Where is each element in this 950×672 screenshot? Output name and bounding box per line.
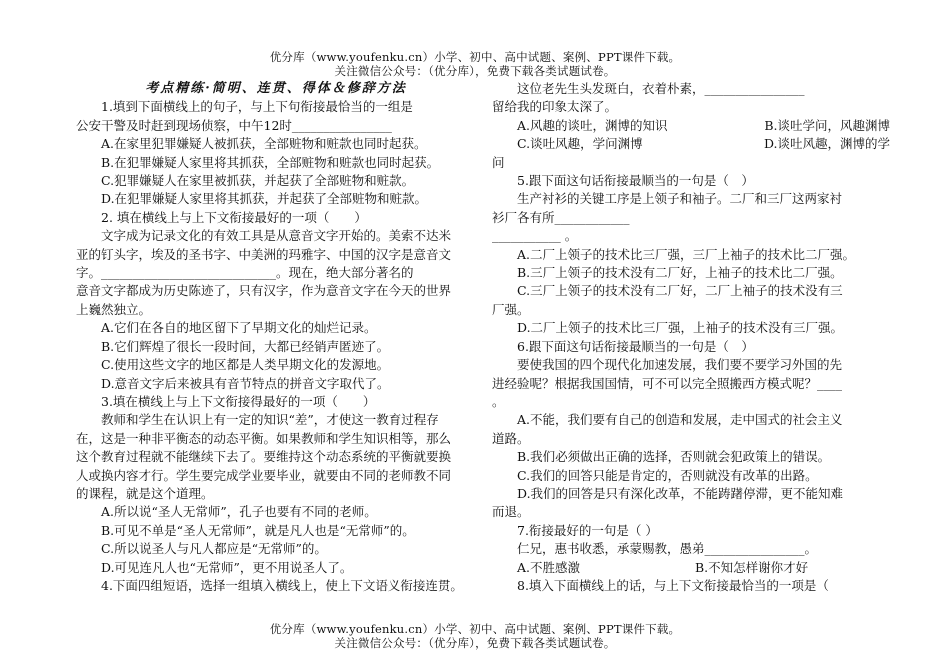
page-footer: [0, 622, 950, 650]
q6-passage-3: 。: [492, 393, 505, 409]
q4-option-d-tail: 问: [492, 154, 505, 170]
q2-passage-3: 字。____________________________。现在，绝大部分著名的: [76, 265, 414, 281]
q2-passage-1: 文字成为记录文化的有效工具是从意音文字开始的。美索不达米: [101, 228, 452, 244]
q5-passage-3: ___________ 。: [492, 228, 578, 244]
q4-passage-1: 这位老先生头发斑白，衣着朴素，________________: [517, 81, 805, 96]
q7-passage: 仁兄，惠书收悉，承蒙赐教，愚弟________________。: [517, 541, 818, 557]
q2-option-b: B.它们辉煌了很长一段时间，大都已经销声匿迹了。: [101, 338, 390, 354]
right-column: [492, 80, 890, 595]
q6-passage-2: 进经验呢？根据我国国情，可不可以完全照搬西方模式呢？____: [492, 375, 843, 391]
q3-passage-5: 的课程，就是这个道理。: [76, 485, 214, 501]
q6-option-d: D.我们的回答是只有深化改革，不能踌躇停滞，更不能知难: [517, 485, 844, 501]
q1-option-d: D.在犯罪嫌疑人家里将其抓获，并起获了全部赃物和赃款。: [101, 191, 428, 207]
q7-stem: 7.衔接最好的一句是（ ）: [517, 522, 658, 538]
q6-option-d-tail: 而退。: [492, 504, 530, 520]
q2-passage-2: 亚的钉头字，埃及的圣书字、中美洲的玛雅字、中国的汉字是意音文: [76, 246, 452, 262]
header-line-2: 关注微信公众号：（优分库），免费下载各类试题试卷。: [334, 64, 616, 78]
q2-passage-4: 意音文字都成为历史陈迹了，只有汉字，作为意音文字在今天的世界: [76, 283, 452, 299]
footer-line-1: 优分库（www.youfenku.cn）小学、初中、高中试题、案例、PPT课件下载。: [269, 622, 681, 636]
q4-option-a: A.风趣的谈吐，渊博的知识: [517, 117, 668, 133]
q3-passage-2: 在，这是一种非平衡态的动态平衡。如果教师和学生知识相等，那么: [76, 430, 452, 446]
q7-option-a: A.不胜感激: [517, 559, 581, 575]
q2-option-a: A.它们在各自的地区留下了早期文化的灿烂记录。: [101, 320, 377, 336]
q1-option-b: B.在犯罪嫌疑人家里将其抓获，全部赃物和赃款也同时起获。: [101, 154, 440, 170]
footer-line-2: 关注微信公众号：（优分库），免费下载各类试题试卷。: [334, 636, 616, 650]
q6-option-b: B.我们必须做出正确的选择，否则就会犯政策上的错误。: [517, 449, 831, 465]
q5-stem: 5.跟下面这句话衔接最顺当的一句是（ ）: [517, 173, 754, 189]
q3-option-a: A.所以说“圣人无常师”，孔子也要有不同的老师。: [101, 504, 377, 520]
q4-passage-2: 留给我的印象太深了。: [492, 99, 618, 115]
q1-option-c: C.犯罪嫌疑人在家里被抓获，并起获了全部赃物和赃款。: [101, 173, 415, 189]
q2-passage-5: 上巍然独立。: [76, 301, 152, 317]
q1-option-a: A.在家里犯罪嫌疑人被抓获，全部赃物和赃款也同时起获。: [101, 136, 427, 152]
q7-option-b: B.不知怎样谢你才好: [695, 559, 809, 575]
q5-passage-2: 衫厂各有所____________: [492, 209, 630, 225]
page-header: [0, 50, 950, 78]
q2-option-c: C.使用这些文字的地区都是人类早期文化的发源地。: [101, 357, 390, 373]
q3-passage-4: 人或换内容才行。学生要完成学业要毕业，就要由不同的老师教不同: [76, 467, 452, 483]
q6-option-a-tail: 道路。: [492, 430, 530, 446]
q5-option-a: A.二厂上领子的技术比三厂强，三厂上袖子的技术比二厂强。: [517, 246, 856, 262]
left-column: [76, 80, 476, 595]
q6-stem: 6.跟下面这句话衔接最顺当的一句是（ ）: [517, 338, 754, 354]
q2-stem: 2. 填在横线上与上下文衔接最好的一项（ ）: [101, 209, 367, 225]
q3-option-b: B.可见不单是“圣人无常师”，就是凡人也是“无常师”的。: [101, 522, 415, 538]
q3-stem: 3.填在横线上与上下文衔接得最好的一项（ ）: [101, 393, 376, 409]
q2-option-d: D.意音文字后来被具有音节特点的拼音文字取代了。: [101, 375, 390, 391]
q4-option-b: B.谈吐学问，风趣渊博: [764, 117, 890, 133]
q8-stem: 8.填入下面横线上的话，与上下文衔接最恰当的一项是（: [517, 577, 829, 593]
q6-option-c: C.我们的回答只能是肯定的，否则就没有改革的出路。: [517, 467, 818, 483]
q3-option-d: D.可见连凡人也“无常师”，更不用说圣人了。: [101, 559, 353, 575]
q3-passage-3: 这个教育过程就不能继续下去了。要维持这个动态系统的平衡就要换: [76, 449, 452, 465]
q4-options-row-2: [492, 135, 890, 153]
q6-passage-1: 要使我国的四个现代化加速发展，我们要不要学习外国的先: [517, 357, 843, 373]
q5-option-c-tail: 厂强。: [492, 301, 530, 317]
q4-option-c: C.谈吐风趣，学问渊博: [517, 136, 643, 152]
q3-passage-1: 教师和学生在认识上有一定的知识“差”，才使这一教育过程存: [101, 412, 439, 428]
q6-option-a: A.不能，我们要有自己的创造和发展，走中国式的社会主义: [517, 412, 843, 428]
q4-options-row-1: [492, 117, 890, 135]
q1-stem: 1.填到下面横线上的句子，与上下句衔接最恰当的一组是: [101, 99, 413, 115]
q4-option-d: D.谈吐风趣，渊博的学: [763, 136, 890, 152]
q5-option-d: D.二厂上领子的技术比三厂强，上袖子的技术没有三厂强。: [517, 320, 844, 336]
q1-context: 公安干警及时赶到现场侦察，中午12时________________: [76, 117, 392, 133]
q4-stem: 4.下面四组短语，选择一组填入横线上，使上下文语义衔接连贯。: [101, 577, 463, 593]
header-line-1: 优分库（www.youfenku.cn）小学、初中、高中试题、案例、PPT课件下载。: [269, 50, 681, 64]
q5-passage-1: 生产衬衫的关键工序是上领子和袖子。二厂和三厂这两家衬: [517, 191, 843, 207]
section-title: 考点精练·简明、连贯、得体＆修辞方法: [145, 81, 407, 96]
q3-option-c: C.所以说圣人与凡人都应是“无常师”的。: [101, 541, 327, 557]
q5-option-c: C.三厂上领子的技术没有二厂好，二厂上袖子的技术没有三: [517, 283, 843, 299]
q5-option-b: B.三厂上领子的技术没有二厂好，上袖子的技术比二厂强。: [517, 265, 843, 281]
q7-options-row: [492, 559, 890, 577]
